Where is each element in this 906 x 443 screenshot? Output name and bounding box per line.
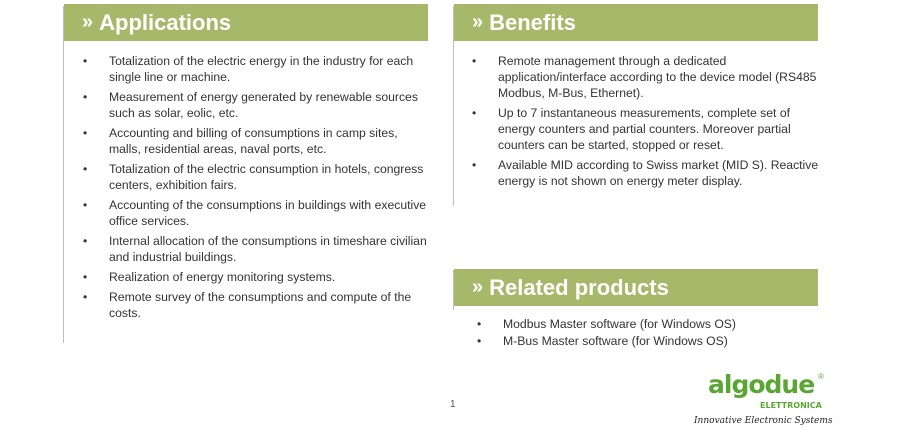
- benefits-title: Benefits: [489, 9, 576, 35]
- list-item: • Modbus Master software (for Windows OS): [477, 317, 736, 331]
- logo-subtitle: ELETTRONICA: [760, 401, 822, 410]
- bullet-icon: •: [472, 54, 477, 68]
- list-item: • M-Bus Master software (for Windows OS): [477, 334, 728, 348]
- page-number: 1: [450, 399, 456, 410]
- bullet-icon: •: [83, 234, 88, 248]
- list-item: • Remote management through a dedicated application/interface according to the device model (RS485 Modbus, M-Bus, Ethernet).: [472, 54, 817, 100]
- related-list: [477, 316, 823, 350]
- logo-registered-mark: ®: [818, 372, 824, 381]
- applications-list: [83, 53, 431, 325]
- benefits-list: [472, 53, 820, 193]
- bullet-icon: •: [83, 198, 88, 212]
- applications-title: Applications: [99, 9, 232, 35]
- bullet-icon: •: [83, 126, 88, 140]
- bullet-icon: •: [472, 106, 477, 120]
- list-item: • Measurement of energy generated by renewable sources such as solar, eolic, etc.: [83, 90, 418, 120]
- logo-brand: algodue: [708, 370, 815, 399]
- company-logo: [694, 370, 850, 430]
- bullet-icon: •: [477, 317, 482, 331]
- related-header: [454, 269, 818, 306]
- list-item: • Available MID according to Swiss market (MID S). Reactive energy is not shown on energy meter display.: [472, 158, 819, 188]
- arrow-icon: »: [472, 11, 484, 33]
- related-title: Related products: [489, 274, 669, 300]
- bullet-icon: •: [83, 54, 88, 68]
- arrow-icon: »: [472, 276, 484, 298]
- bullet-icon: •: [83, 162, 88, 176]
- list-item: • Accounting of the consumptions in buildings with executive office services.: [83, 198, 427, 228]
- bullet-icon: •: [472, 158, 477, 172]
- list-item: • Realization of energy monitoring systems.: [83, 270, 336, 284]
- bullet-icon: •: [83, 270, 88, 284]
- list-item: • Remote survey of the consumptions and compute of the costs.: [83, 290, 412, 320]
- bullet-icon: •: [477, 334, 482, 348]
- logo-tagline: Innovative Electronic Systems: [694, 416, 833, 426]
- bullet-icon: •: [83, 90, 88, 104]
- bullet-icon: •: [83, 290, 88, 304]
- list-item: • Accounting and billing of consumptions in camp sites, malls, residential areas, naval ports, etc.: [83, 126, 398, 156]
- list-item: • Totalization of the electric consumption in hotels, congress centers, exhibition fairs.: [83, 162, 424, 192]
- benefits-header: [454, 4, 818, 41]
- applications-header: [64, 4, 428, 41]
- list-item: • Totalization of the electric energy in the industry for each single line or machine.: [83, 54, 414, 84]
- list-item: • Internal allocation of the consumptions in timeshare civilian and industrial buildings.: [83, 234, 427, 264]
- list-item: • Up to 7 instantaneous measurements, complete set of energy counters and partial counters. Moreover partial counters can be started, stopped or reset.: [472, 106, 791, 152]
- arrow-icon: »: [82, 11, 94, 33]
- applications-divider-line: [63, 6, 64, 343]
